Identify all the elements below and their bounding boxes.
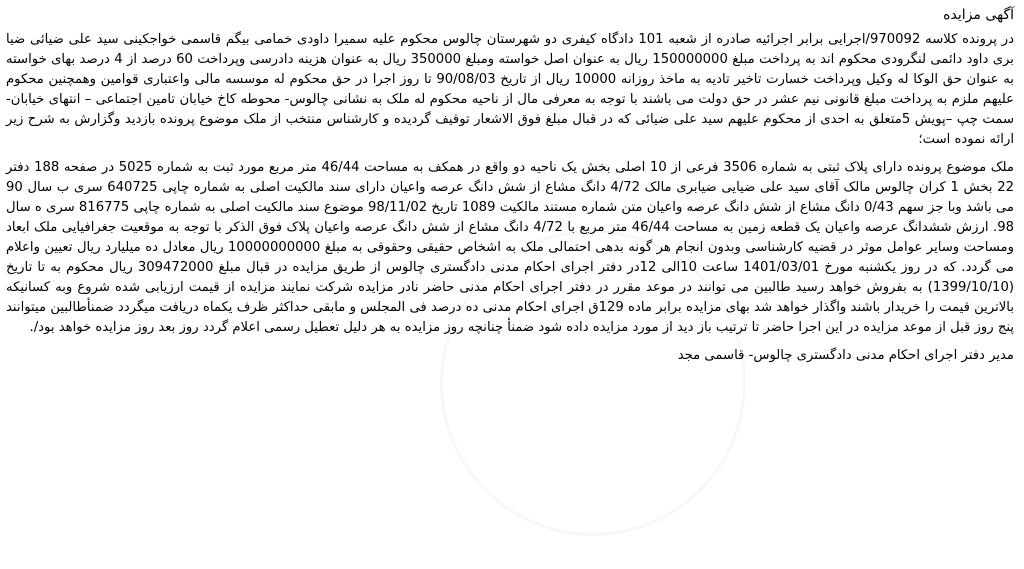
notice-paragraph-case-details: در پرونده کلاسه 970092/اجرایی برابر اجرائیه صادره از شعبه 101 دادگاه کیفری دو شهرستان چالوس محکوم علیه سمیرا داودی خمامی بیگم قاسمی خواجکینی سید علی ضیائی ضیا بری داود دائمی لنگرودی محکوم اند به پرداخت مبلغ 150000000 ریال به عنوان اصل خواسته ومبلغ 350000 ریال به عنوان هزینه دادرسی وپرداخت 60 درصد از 4 درصد بهای خواسته به عنوان حق الوکا له وکیل وپرداخت خسارت تاخیر تادیه به ماخذ روزانه 10000 ریال از تاریخ 90/08/03 تا روز اجرا در حق محکوم له موسسه مالی واعتباری قوامین وهمچنین محکوم علیهم ملزم به پرداخت مبلغ قانونی نیم عشر در حق دولت می باشند با توجه به معرفی مال از ناحیه محکوم له ملک به نشانی چالوس- محوطه کاخ خیابان تامین اجتماعی – انتهای خیابان- سمت چپ –پویش 5متعلق به احدی از محکوم علیهم سید علی ضیائی که در قبال مبلغ فوق الاشعار توقیف گردیده و کارشناس منتخب از ملک موضوع پرونده بازدید وگزارش به شرح زیر ارائه نموده است؛ xyxy=(6,32,1014,147)
auction-notice xyxy=(6,4,1014,366)
notice-paragraph-property-details: ملک موضوع پرونده دارای پلاک ثبتی به شماره 3506 فرعی از 10 اصلی بخش یک ناحیه دو واقع در همکف به مساحت 46/44 متر مربع مورد ثبت به شماره 5025 در صفحه 188 دفتر 22 بخش 1 کران چالوس مالک آقای سید علی ضیایی ضیابری مالک 4/72 دانگ مشاع از شش دانگ عرصه واعیان دارای سند مالکیت اصلی به شماره چاپی 640725 سری ب سال 90 می باشد وبا جز سهم 0/43 دانگ مشاع از شش دانگ عرصه واعیان متن شماره مستند مالکیت 1089 تاریخ 98/11/02 موضوع سند مالکیت اصلی به شماره چاپی 816775 سری ه سال 98. ارزش ششدانگ عرصه واعیان یک قطعه زمین به مساحت 46/44 متر مربع با 4/72 دانگ مشاع از شش دانگ عرصه واعیان پلاک فوق الذکر با توجه به موقعیت جغرافیایی ملک ابعاد ومساحت وسایر عوامل موثر در قضیه کارشناسی وبدون انجام هر گونه بدهی احتمالی ملک به اشخاص حقیقی وحقوقی به مبلغ 10000000000 ریال معادل ده میلیارد ریال تعیین واعلام می گردد. که در روز یکشنبه مورخ 1401/03/01 ساعت 10الی 12در دفتر اجرای احکام مدنی دادگستری چالوس از طریق مزایده در قبال مبلغ 309472000 ریال محکوم به تا تاریخ (1399/10/10) به بفروش خواهد رسید طالبین می توانند در موعد مقرر در دفتر اجرای احکام مدنی حاضر نادر مزایده شرکت نمایند مزایده از قیمت ارزیابی شده شروع وبه کسانیکه بالاترین قیمت را خریدار باشند واگذار خواهد شد بهای مزایده برابر ماده 129ق اجرای احکام مدنی ده درصد فی المجلس و مابقی حداکثر ظرف یکماه دریافت میگردد ضمنأطالبین میتوانند پنج روز قبل از موعد مزایده در این اجرا حاضر تا ترتیب باز دید از مورد مزایده داده شود ضمنأ چنانچه روز مزایده به هر دلیل تعطیل رسمی اعلام گردد روز بعد روز مزایده خواهد بود/. xyxy=(6,160,1014,335)
notice-signature: مدیر دفتر اجرای احکام مدنی دادگستری چالوس- قاسمی مجد xyxy=(677,348,1014,363)
notice-title: آگهی مزایده xyxy=(943,7,1014,23)
